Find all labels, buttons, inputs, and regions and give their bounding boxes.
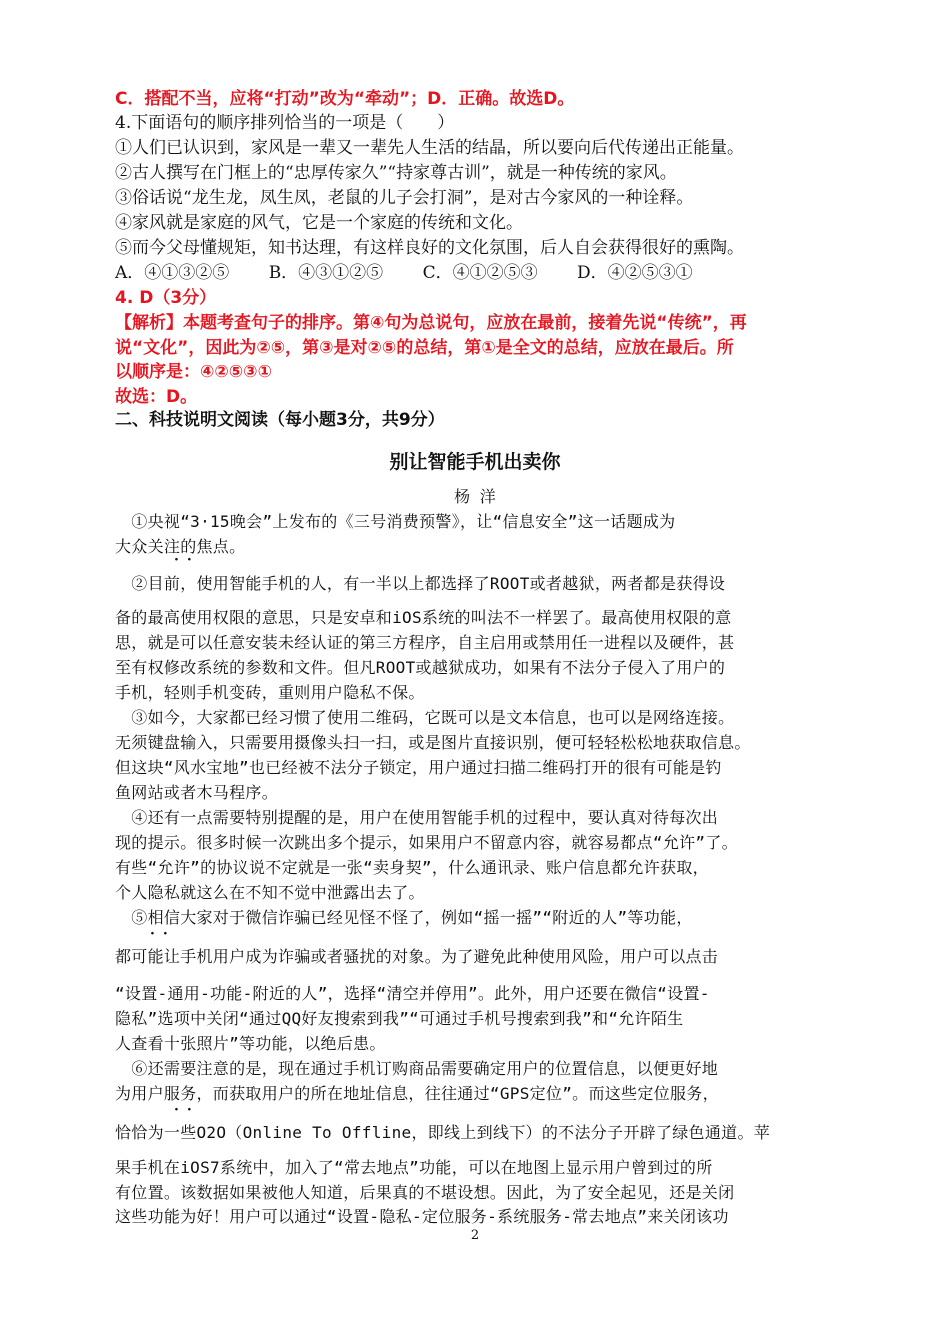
article-line: 这些功能为好！用户可以通过“设置-隐私-定位服务-系统服务-常去地点”来关闭该功 bbox=[115, 1207, 729, 1226]
sentence-2: ②古人撰写在门框上的“忠厚传家久”“持家尊古训”，就是一种传统的家风。 bbox=[115, 163, 677, 183]
article-line: 为用户服务，而获取用户的所在地址信息，往往通过“GPS定位”。而这些定位服务， bbox=[115, 1084, 719, 1103]
article-line: 隐私”选项中关闭“通过QQ好友搜索到我”“可通过手机号搜索到我”和“允许陌生 bbox=[115, 1009, 684, 1028]
emphasis-dots: ·· bbox=[150, 926, 176, 942]
article-line: 大众关注的焦点。 bbox=[115, 537, 246, 556]
article-line: “设置-通用-功能-附近的人”，选择“清空并停用”。此外，用户还要在微信“设置- bbox=[115, 984, 710, 1003]
article-line: 有位置。该数据如果被他人知道，后果真的不堪设想。因此，为了安全起见，还是关闭 bbox=[115, 1183, 735, 1202]
article-line: 果手机在iOS7系统中，加入了“常去地点”功能，可以在地图上显示用户曾到过的所 bbox=[115, 1158, 713, 1177]
article-line: 无须键盘输入，只需要用摄像头扫一扫，或是图片直接识别，便可轻轻松松地获取信息。 bbox=[115, 733, 751, 752]
analysis-line-3: 以顺序是：④②⑤③① bbox=[115, 362, 272, 382]
article-line: 有些“允许”的协议说不定就是一张“卖身契”，什么通讯录、账户信息都允许获取， bbox=[115, 858, 709, 877]
article-line: 手机，轻则手机变砖，重则用户隐私不保。 bbox=[115, 683, 425, 702]
article-title: 别让智能手机出卖你 bbox=[389, 451, 561, 473]
option-b: B．④③①②⑤ bbox=[268, 263, 384, 283]
analysis-line-1: 【解析】本题考查句子的排序。第④句为总说句，应放在最前，接着先说“传统”，再 bbox=[115, 313, 747, 333]
question-4-answer: 4. D（3分） bbox=[115, 288, 217, 308]
option-c: C．④①②⑤③ bbox=[422, 263, 538, 283]
sentence-1: ①人们已认识到，家风是一辈又一辈先人生活的结晶，所以要向后代传递出正能量。 bbox=[115, 138, 744, 158]
article-line: 备的最高使用权限的意思，只是安卓和iOS系统的叫法不一样罢了。最高使用权限的意 bbox=[115, 608, 732, 627]
article-line: ⑥还需要注意的是，现在通过手机订购商品需要确定用户的位置信息，以便更好地 bbox=[115, 1059, 719, 1078]
article-line: 都可能让手机用户成为诈骗或者骚扰的对象。为了避免此种使用风险，用户可以点击 bbox=[115, 947, 719, 966]
article-line: 鱼网站或者木马程序。 bbox=[115, 783, 279, 802]
article-author: 杨 洋 bbox=[454, 487, 496, 506]
article-line: 现的提示。很多时候一次跳出多个提示，如果用户不留意内容，就容易都点“允许”了。 bbox=[115, 833, 738, 852]
section-heading: 二、科技说明文阅读（每小题3分，共9分） bbox=[115, 410, 445, 430]
article-line: ③如今，大家都已经习惯了使用二维码，它既可以是文本信息，也可以是网络连接。 bbox=[115, 708, 735, 727]
analysis-line-4: 故选：D。 bbox=[115, 387, 198, 407]
option-a: A．④①③②⑤ bbox=[115, 263, 230, 283]
sentence-3: ③俗话说“龙生龙，凤生凤，老鼠的儿子会打洞”，是对古今家风的一种诠释。 bbox=[115, 188, 694, 208]
page-number: 2 bbox=[470, 1228, 480, 1243]
article-line: ①央视“3·15晚会”上发布的《三号消费预警》，让“信息安全”这一话题成为 bbox=[115, 512, 676, 531]
question-4-options bbox=[115, 262, 727, 284]
emphasis-dots: ·· bbox=[174, 1102, 200, 1118]
previous-answer: C．搭配不当，应将“打动”改为“牵动”；D．正确。故选D。 bbox=[115, 89, 575, 109]
question-4-stem: 4.下面语句的顺序排列恰当的一项是（ ） bbox=[115, 113, 455, 133]
article-line: 个人隐私就这么在不知不觉中泄露出去了。 bbox=[115, 883, 425, 902]
emphasis-dots: ·· bbox=[174, 552, 200, 568]
sentence-4: ④家风就是家庭的风气，它是一个家庭的传统和文化。 bbox=[115, 213, 523, 233]
analysis-line-2: 说“文化”，因此为②⑤，第③是对②⑤的总结，第①是全文的总结，应放在最后。所 bbox=[115, 338, 734, 358]
article-line: 至有权修改系统的参数和文件。但凡ROOT或越狱成功，如果有不法分子侵入了用户的 bbox=[115, 658, 726, 677]
article-line: ②目前，使用智能手机的人，有一半以上都选择了ROOT或者越狱，两者都是获得设 bbox=[115, 574, 726, 593]
article-line: 但这块“风水宝地”也已经被不法分子锁定，用户通过扫描二维码打开的很有可能是钓 bbox=[115, 758, 722, 777]
article-line: 思，就是可以任意安装未经认证的第三方程序，自主启用或禁用任一进程以及硬件，甚 bbox=[115, 633, 735, 652]
option-d: D．④②⑤③① bbox=[577, 263, 693, 283]
article-line: 人查看十张照片”等功能，以绝后患。 bbox=[115, 1034, 386, 1053]
article-line: 恰恰为一些O2O（Online To Offline，即线上到线下）的不法分子开辟了绿色通道。苹 bbox=[115, 1123, 771, 1142]
sentence-5: ⑤而今父母懂规矩，知书达理，有这样良好的文化氛围，后人自会获得很好的熏陶。 bbox=[115, 238, 744, 258]
article-line: ⑤相信大家对于微信诈骗已经见怪不怪了，例如“摇一摇”“附近的人”等功能， bbox=[115, 908, 693, 927]
article-line: ④还有一点需要特别提醒的是，用户在使用智能手机的过程中，要认真对待每次出 bbox=[115, 808, 719, 827]
